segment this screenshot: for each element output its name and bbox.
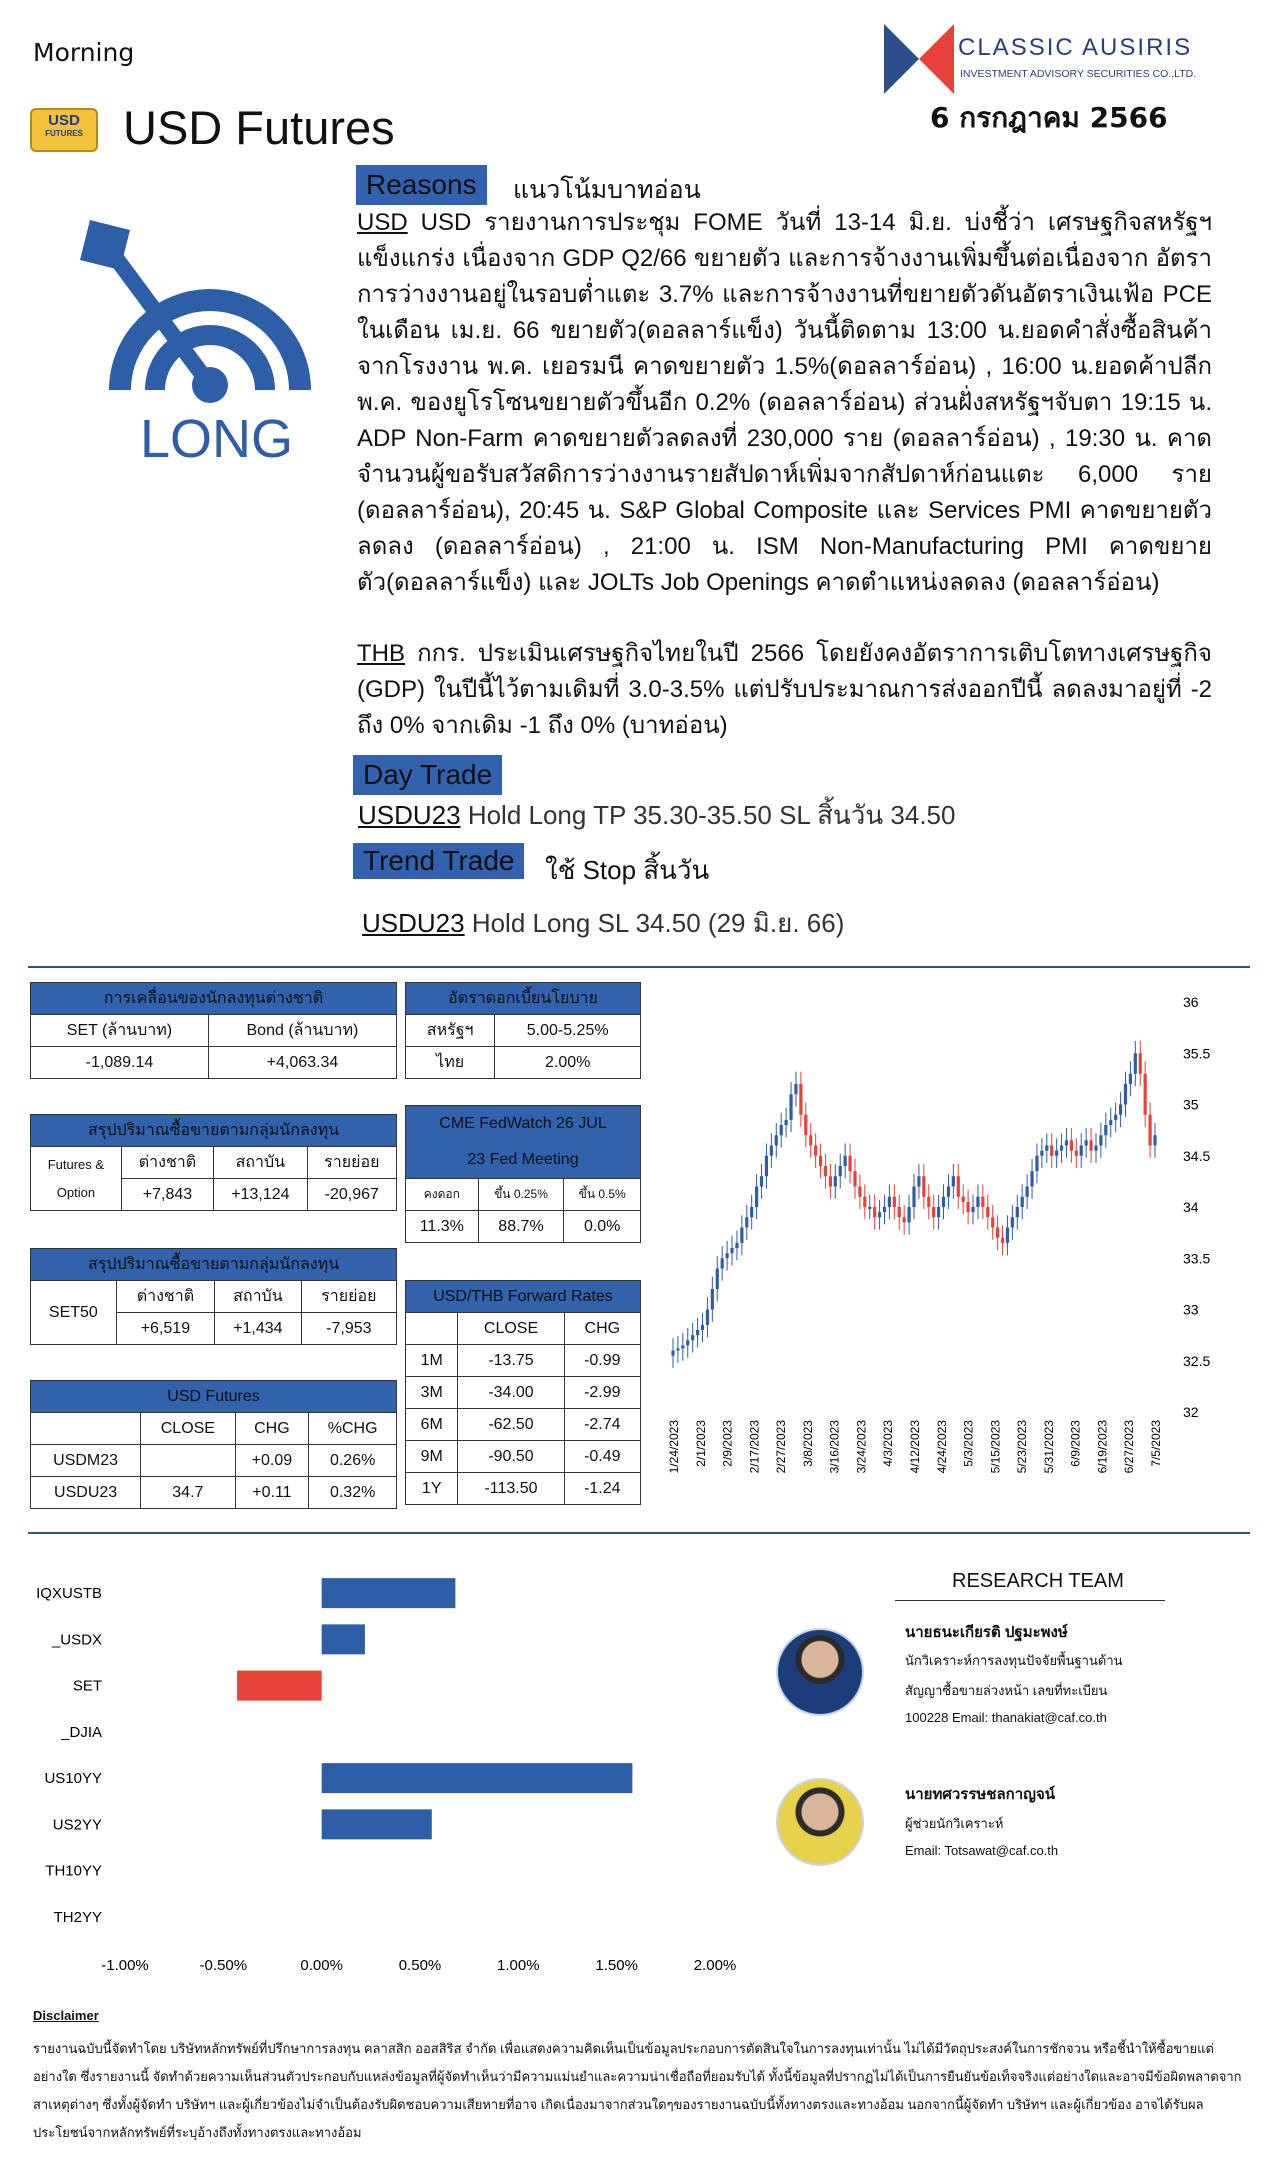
candle-body <box>937 1207 940 1217</box>
research-title-underline <box>895 1600 1165 1601</box>
member-name: นายทศวรรษชลกาญจน์ <box>905 1786 1055 1803</box>
candle-body <box>1011 1217 1014 1227</box>
category-label: US10YY <box>44 1770 102 1788</box>
tenor: 1Y <box>406 1473 458 1505</box>
candle-body <box>1060 1146 1063 1151</box>
forward-chg: -0.99 <box>564 1345 640 1377</box>
set-header: SET (ล้านบาท) <box>31 1015 209 1047</box>
candle-body <box>799 1084 802 1115</box>
candle-body <box>1139 1053 1142 1074</box>
candle-body <box>1085 1140 1088 1145</box>
usd-futures-candlestick-chart <box>655 982 1250 1522</box>
policy-country: ไทย <box>406 1047 495 1079</box>
x-tick-label: 4/3/2023 <box>881 1420 896 1467</box>
chg-value: +0.11 <box>235 1477 309 1509</box>
futures-flow-table <box>30 1114 397 1211</box>
trend-trade-note: ใช้ Stop สิ้นวัน <box>545 855 710 885</box>
futures-retail-value: -20,967 <box>307 1179 396 1211</box>
y-tick-label: 35.5 <box>1183 1045 1211 1062</box>
usd-futures-table <box>30 1380 397 1509</box>
set-value: -1,089.14 <box>31 1047 209 1079</box>
x-tick-label: 5/23/2023 <box>1015 1420 1030 1474</box>
section-divider-bottom <box>28 1532 1250 1534</box>
x-tick-label: 2/1/2023 <box>693 1420 708 1467</box>
candle-body <box>863 1197 866 1207</box>
candle-body <box>770 1146 773 1156</box>
candle-body <box>1055 1151 1058 1156</box>
bar <box>237 1671 322 1701</box>
candle-body <box>844 1156 847 1166</box>
candle-body <box>834 1176 837 1186</box>
candle-body <box>898 1207 901 1217</box>
policy-rate-table <box>405 982 641 1079</box>
candle-body <box>794 1084 797 1094</box>
x-tick-label: 2/27/2023 <box>774 1420 789 1474</box>
fedwatch-25-value: 88.7% <box>478 1211 564 1243</box>
x-tick-label: 0.00% <box>300 1957 343 1974</box>
candle-body <box>1099 1135 1102 1145</box>
candle-body <box>1089 1140 1092 1150</box>
category-label: TH10YY <box>45 1862 102 1880</box>
futures-row-label-1: Futures & <box>47 1156 105 1172</box>
y-tick-label: 36 <box>1183 994 1199 1010</box>
x-tick-label: 6/9/2023 <box>1068 1420 1083 1467</box>
candle-body <box>730 1248 733 1253</box>
category-label: _DJIA <box>61 1723 102 1741</box>
candle-body <box>1065 1140 1068 1145</box>
symbol: USDM23 <box>31 1445 141 1477</box>
candle-body <box>829 1176 832 1186</box>
pctchg-value: 0.26% <box>309 1445 397 1477</box>
category-label: US2YY <box>52 1816 102 1834</box>
futures-row-label <box>31 1147 122 1211</box>
day-trade-line <box>358 795 955 836</box>
disclaimer-text: รายงานฉบับนี้จัดทำโดย บริษัทหลักทรัพย์ที่ปรึกษาการลงทุน คลาสสิก ออสสิริส จำกัด เพื่อแสดงความคิดเห็นเป็นข้อมูลประกอบการตัดสินใจในการลงทุนเท่านั้น ไม่ได้มีวัตถุประสงค์ในการชักจวน หรือชี้นำให้ซื้อขายแต่อย่างใด ซึ่งรายงานนี้ จัดทำด้วยความเห็นส่วนตัวประกอบกับแหล่งข้อมูลที่ผู้จัดทำเห็นว่ามีความแม่นยำและความน่าเชื่อถือที่ยอมรับได้ ทั้งนี้ข้อมูลที่ปรากฏไม่ได้เป็นการยืนยันข้อเท็จจริงแต่อย่างใดและอาจมีข้อผิดพลาดจากสาเหตุต่างๆ ซึ่งทั้งผู้จัดทำ บริษัทฯ และผู้เกี่ยวข้องไม่จำเป็นต้องรับผิดชอบความเสียหายที่อาจ เกิดเนื่องมาจากส่วนใดๆของรายงานฉบับนี้ทั้งทางตรงและทางอ้อม นอกจากนี้ผู้จัดทำ บริษัทฯ และผู้เกี่ยวข้อง อาจได้รับผลประโยชน์จากหลักทรัพย์ที่ระบุอ้างถึงทั้งทางตรงและทางอ้อม <box>33 2041 1242 2140</box>
avatar <box>776 1778 864 1866</box>
header-institution: สถาบัน <box>214 1147 307 1179</box>
usd-futures-title: USD Futures <box>31 1381 397 1413</box>
session-label: Morning <box>33 38 135 67</box>
bond-header: Bond (ล้านบาท) <box>208 1015 396 1047</box>
candle-body <box>1050 1146 1053 1156</box>
candle-body <box>1129 1074 1132 1084</box>
fedwatch-title-1: CME FedWatch 26 JUL <box>439 1115 607 1132</box>
candle-body <box>1006 1228 1009 1243</box>
company-logo <box>884 24 954 94</box>
x-tick-label: 5/15/2023 <box>988 1420 1003 1474</box>
member-name: นายธนะเกียรติ ปฐมะพงษ์ <box>905 1624 1068 1641</box>
target-icon <box>70 210 320 440</box>
candle-body <box>1070 1140 1073 1150</box>
candle-body <box>1035 1156 1038 1171</box>
candle-body <box>785 1120 788 1125</box>
fedwatch-50-value: 0.0% <box>564 1211 641 1243</box>
candle-body <box>1080 1146 1083 1156</box>
trend-trade-line <box>362 903 844 944</box>
table-row <box>406 1377 641 1409</box>
futures-foreign-value: +7,843 <box>121 1179 213 1211</box>
chg-value: +0.09 <box>235 1445 309 1477</box>
x-tick-label: 2.00% <box>693 1957 737 1974</box>
usd-icon-subtext: FUTURES <box>45 129 83 138</box>
x-tick-label: 1.00% <box>497 1957 540 1974</box>
fedwatch-title <box>406 1106 641 1179</box>
candle-body <box>701 1325 704 1330</box>
candle-body <box>735 1243 738 1248</box>
candle-body <box>721 1258 724 1268</box>
fedwatch-title-2: 23 Fed Meeting <box>467 1151 579 1168</box>
thb-reason-paragraph <box>357 636 1212 744</box>
fedwatch-hold-header: คงดอก <box>406 1179 479 1211</box>
candle-body <box>780 1125 783 1135</box>
candle-body <box>1134 1053 1137 1074</box>
candle-body <box>986 1207 989 1217</box>
candle-body <box>819 1156 822 1166</box>
x-tick-label: 6/19/2023 <box>1095 1420 1110 1474</box>
candle-body <box>922 1176 925 1197</box>
candle-body <box>873 1207 876 1217</box>
bond-value: +4,063.34 <box>208 1047 396 1079</box>
futures-institution-value: +13,124 <box>214 1179 307 1211</box>
close-header: CLOSE <box>141 1413 235 1445</box>
thb-reason-text: กกร. ประเมินเศรษฐกิจไทยในปี 2566 โดยยังคงอัตราการเติบโตทางเศรษฐกิจ (GDP) ในปีนี้ไว้ตามเดิมที่ 3.0-3.5% แต่ปรับประมาณการส่งออกปีนี้ ลดลงมาอยู่ที่ -2 ถึง 0% จากเดิม -1 ถึง 0% (บาทอ่อน) <box>357 640 1212 739</box>
fedwatch-hold-value: 11.3% <box>406 1211 479 1243</box>
x-tick-label: -0.50% <box>199 1957 248 1974</box>
x-tick-label: 3/24/2023 <box>854 1420 869 1474</box>
x-tick-label: 1.50% <box>595 1957 638 1974</box>
close-value: 34.7 <box>141 1477 235 1509</box>
y-tick-label: 35 <box>1183 1096 1199 1113</box>
foreign-flow-title: การเคลื่อนของนักลงทุนต่างชาติ <box>31 983 397 1015</box>
y-tick-label: 34.5 <box>1183 1147 1211 1164</box>
bar <box>322 1809 432 1839</box>
candle-body <box>957 1176 960 1197</box>
y-tick-label: 33.5 <box>1183 1250 1211 1267</box>
y-tick-label: 34 <box>1183 1199 1199 1215</box>
pctchg-header: %CHG <box>309 1413 397 1445</box>
forward-chg: -1.24 <box>564 1473 640 1505</box>
forward-chg: -2.99 <box>564 1377 640 1409</box>
candle-body <box>755 1187 758 1208</box>
candle-body <box>967 1202 970 1212</box>
x-tick-label: 2/9/2023 <box>720 1420 735 1467</box>
x-tick-label: 7/5/2023 <box>1149 1420 1163 1467</box>
forward-rates-title: USD/THB Forward Rates <box>406 1281 641 1313</box>
table-row <box>406 1409 641 1441</box>
candle-body <box>1026 1187 1029 1197</box>
disclaimer-title: Disclaimer <box>33 2008 99 2023</box>
close-value <box>141 1445 235 1477</box>
candle-body <box>839 1166 842 1176</box>
pctchg-value: 0.32% <box>309 1477 397 1509</box>
forward-close: -34.00 <box>458 1377 564 1409</box>
company-name: CLASSIC AUSIRIS <box>958 34 1193 61</box>
x-tick-label: 2/17/2023 <box>747 1420 762 1474</box>
candle-body <box>893 1197 896 1207</box>
market-change-bar-chart <box>20 1550 740 1990</box>
candle-body <box>1030 1171 1033 1186</box>
section-divider-top <box>28 966 1250 968</box>
candle-body <box>775 1135 778 1145</box>
candle-body <box>1144 1074 1147 1115</box>
table-row <box>406 1345 641 1377</box>
forward-chg: -2.74 <box>564 1409 640 1441</box>
header-institution: สถาบัน <box>215 1281 302 1313</box>
category-label: IQXUSTB <box>36 1585 102 1603</box>
candle-body <box>942 1197 945 1207</box>
header-retail: รายย่อย <box>307 1147 396 1179</box>
candle-body <box>853 1171 856 1186</box>
candle-body <box>981 1197 984 1207</box>
usd-label: USD <box>357 209 408 236</box>
candle-body <box>991 1217 994 1227</box>
chg-header: CHG <box>235 1413 309 1445</box>
candle-body <box>681 1345 684 1348</box>
candle-body <box>706 1310 709 1325</box>
candle-body <box>1104 1125 1107 1135</box>
candle-body <box>696 1330 699 1335</box>
candle-body <box>765 1156 768 1177</box>
trend-trade-symbol: USDU23 <box>362 908 465 938</box>
member-line: ผู้ช่วยนักวิเคราะห์ <box>905 1816 1004 1831</box>
candle-body <box>804 1115 807 1136</box>
set50-foreign-value: +6,519 <box>116 1313 214 1345</box>
candle-body <box>1021 1197 1024 1207</box>
company-subtitle: INVESTMENT ADVISORY SECURITIES CO.,LTD. <box>960 68 1197 80</box>
x-tick-label: 5/3/2023 <box>961 1420 976 1467</box>
blank-cell <box>406 1313 458 1345</box>
candle-body <box>952 1176 955 1186</box>
header-foreign: ต่างชาติ <box>121 1147 213 1179</box>
forward-chg-header: CHG <box>564 1313 640 1345</box>
candle-body <box>1001 1238 1004 1243</box>
candle-body <box>691 1335 694 1340</box>
foreign-flow-table <box>30 982 397 1079</box>
member-line: นักวิเคราะห์การลงทุนปัจจัยพื้นฐานด้าน <box>905 1653 1123 1668</box>
forward-close-header: CLOSE <box>458 1313 564 1345</box>
y-tick-label: 32.5 <box>1183 1352 1211 1369</box>
candle-body <box>760 1176 763 1186</box>
set50-institution-value: +1,434 <box>215 1313 302 1345</box>
reasons-headline: แนวโน้มบาทอ่อน <box>513 176 701 204</box>
forward-close: -113.50 <box>458 1473 564 1505</box>
avatar <box>776 1628 864 1716</box>
table-row <box>406 1473 641 1505</box>
fedwatch-table <box>405 1105 641 1243</box>
forward-close: -90.50 <box>458 1441 564 1473</box>
tenor: 6M <box>406 1409 458 1441</box>
set50-row-label: SET50 <box>31 1281 117 1345</box>
signal-label: LONG <box>140 409 294 469</box>
set50-flow-table <box>30 1248 397 1345</box>
y-tick-label: 32 <box>1183 1404 1199 1420</box>
candle-body <box>1075 1151 1078 1156</box>
tenor: 1M <box>406 1345 458 1377</box>
candle-body <box>750 1207 753 1217</box>
candle-body <box>1094 1146 1097 1151</box>
policy-rate: 5.00-5.25% <box>495 1015 641 1047</box>
thb-label: THB <box>357 640 405 667</box>
candle-body <box>947 1187 950 1197</box>
x-tick-label: 3/16/2023 <box>827 1420 842 1474</box>
candle-body <box>1045 1146 1048 1151</box>
candle-body <box>883 1207 886 1212</box>
category-label: SET <box>72 1677 102 1695</box>
table-row <box>31 1477 397 1509</box>
forward-chg: -0.49 <box>564 1441 640 1473</box>
candle-body <box>814 1146 817 1156</box>
x-tick-label: 6/27/2023 <box>1122 1420 1137 1474</box>
policy-country: สหรัฐฯ <box>406 1015 495 1047</box>
x-tick-label: 3/8/2023 <box>800 1420 815 1467</box>
day-trade-tag: Day Trade <box>353 755 502 795</box>
candle-body <box>726 1253 729 1258</box>
candle-body <box>917 1176 920 1186</box>
candle-body <box>888 1197 891 1207</box>
candle-body <box>848 1156 851 1171</box>
tenor: 9M <box>406 1441 458 1473</box>
fedwatch-50-header: ขึ้น 0.5% <box>564 1179 641 1211</box>
candle-body <box>932 1207 935 1217</box>
member-line: สัญญาซื้อขายล่วงหน้า เลขที่ทะเบียน <box>905 1683 1108 1698</box>
candle-body <box>962 1197 965 1202</box>
x-tick-label: 0.50% <box>398 1957 442 1974</box>
x-tick-label: 5/31/2023 <box>1041 1420 1056 1474</box>
page-title: USD Futures <box>123 101 395 154</box>
candle-body <box>676 1348 679 1350</box>
candle-body <box>927 1197 930 1207</box>
candle-body <box>809 1135 812 1145</box>
day-trade-symbol: USDU23 <box>358 800 461 830</box>
usd-reason-paragraph <box>357 205 1212 601</box>
y-tick-label: 33 <box>1183 1301 1199 1318</box>
policy-rate-title: อัตราดอกเบี้ยนโยบาย <box>406 983 641 1015</box>
futures-flow-title: สรุปปริมาณซื้อขายตามกลุ่มนักลงทุน <box>31 1115 397 1147</box>
bar <box>322 1763 633 1793</box>
member-email: 100228 Email: thanakiat@caf.co.th <box>905 1710 1107 1725</box>
candle-body <box>789 1094 792 1120</box>
x-tick-label: 1/24/2023 <box>667 1420 681 1474</box>
table-row <box>31 1445 397 1477</box>
candle-body <box>996 1228 999 1238</box>
candle-body <box>907 1207 910 1222</box>
candle-body <box>686 1340 689 1345</box>
research-team-title: RESEARCH TEAM <box>952 1570 1124 1592</box>
candle-body <box>1153 1135 1156 1145</box>
bar <box>322 1578 456 1608</box>
forward-close: -62.50 <box>458 1409 564 1441</box>
trend-trade-tag: Trend Trade <box>353 843 524 879</box>
candle-body <box>878 1212 881 1217</box>
candle-body <box>868 1207 871 1209</box>
header-retail: รายย่อย <box>301 1281 396 1313</box>
candle-body <box>824 1166 827 1176</box>
candle-body <box>971 1207 974 1212</box>
candle-body <box>903 1217 906 1222</box>
forward-close: -13.75 <box>458 1345 564 1377</box>
candle-body <box>1109 1120 1112 1125</box>
candle-body <box>976 1197 979 1207</box>
table-row <box>406 1441 641 1473</box>
bar <box>322 1624 365 1654</box>
report-date: 6 กรกฎาคม 2566 <box>930 101 1168 134</box>
candle-body <box>745 1217 748 1227</box>
policy-rate: 2.00% <box>495 1047 641 1079</box>
category-label: TH2YY <box>53 1908 102 1926</box>
member-email: Email: Totsawat@caf.co.th <box>905 1843 1059 1858</box>
candle-body <box>716 1269 719 1290</box>
candle-body <box>1119 1105 1122 1115</box>
candle-body <box>858 1187 861 1197</box>
trend-trade-text: Hold Long SL 34.50 (29 มิ.ย. 66) <box>464 908 845 938</box>
fedwatch-25-header: ขึ้น 0.25% <box>478 1179 564 1211</box>
candle-body <box>1114 1115 1117 1120</box>
reasons-tag: Reasons <box>356 165 487 205</box>
blank-cell <box>31 1413 141 1445</box>
set50-retail-value: -7,953 <box>301 1313 396 1345</box>
day-trade-text: Hold Long TP 35.30-35.50 SL สิ้นวัน 34.50 <box>460 800 956 830</box>
candle-body <box>1124 1084 1127 1105</box>
candle-body <box>1016 1207 1019 1217</box>
header-foreign: ต่างชาติ <box>116 1281 214 1313</box>
candle-body <box>1148 1115 1151 1146</box>
usd-reason-text: USD รายงานการประชุม FOME วันที่ 13-14 มิ.ย. บ่งชี้ว่า เศรษฐกิจสหรัฐฯ แข็งแกร่ง เนื่องจาก GDP Q2/66 ขยายตัว และการจ้างงานเพิ่มขึ้นต่อเนื่องจาก อัตราการว่างงานอยู่ในรอบต่ำแตะ 3.7% และการจ้างงานที่ขยายตัวดันอัตราเงินเฟ้อ PCE ในเดือน เม.ย. 66 ขยายตัว(ดอลลาร์แข็ง) วันนี้ติดตาม 13:00 น.ยอดคำสั่งซื้อสินค้าจากโรงงาน พ.ค. เยอรมนี คาดขยายตัว 1.5%(ดอลลาร์อ่อน) , 16:00 น.ยอดค้าปลีก พ.ค. ของยูโรโซนขยายตัวขึ้นอีก 0.2% (ดอลลาร์อ่อน) ส่วนฝั่งสหรัฐฯจับตา 19:15 น. ADP Non-Farm คาดขยายตัวลดลงที่ 230,000 ราย (ดอลลาร์อ่อน) , 19:30 น. คาดจำนวนผู้ขอรับสวัสดิการว่างงานรายสัปดาห์เพิ่มจากสัปดาห์ก่อนแตะ 6,000 ราย (ดอลลาร์อ่อน), 20:45 น. S&P Global Composite และ Services PMI คาดขยายตัวลดลง (ดอลลาร์อ่อน) , 21:00 น. ISM Non-Manufacturing PMI คาดขยายตัว(ดอลลาร์แข็ง) และ JOLTs Job Openings คาดตำแหน่งลดลง (ดอลลาร์อ่อน) <box>357 209 1212 596</box>
candle-body <box>912 1187 915 1208</box>
usd-futures-icon <box>30 108 98 152</box>
candle-body <box>671 1351 674 1356</box>
x-tick-label: 4/12/2023 <box>908 1420 922 1474</box>
symbol: USDU23 <box>31 1477 141 1509</box>
forward-rates-table <box>405 1280 641 1505</box>
tenor: 3M <box>406 1377 458 1409</box>
candle-body <box>1040 1151 1043 1156</box>
futures-row-label-2: Option <box>56 1184 96 1200</box>
usd-icon-text: USD <box>48 112 80 129</box>
candle-body <box>711 1289 714 1310</box>
x-tick-label: 4/24/2023 <box>934 1420 949 1474</box>
candle-body <box>740 1228 743 1243</box>
category-label: _USDX <box>51 1631 102 1649</box>
set50-flow-title: สรุปปริมาณซื้อขายตามกลุ่มนักลงทุน <box>31 1249 397 1281</box>
x-tick-label: -1.00% <box>101 1957 149 1974</box>
